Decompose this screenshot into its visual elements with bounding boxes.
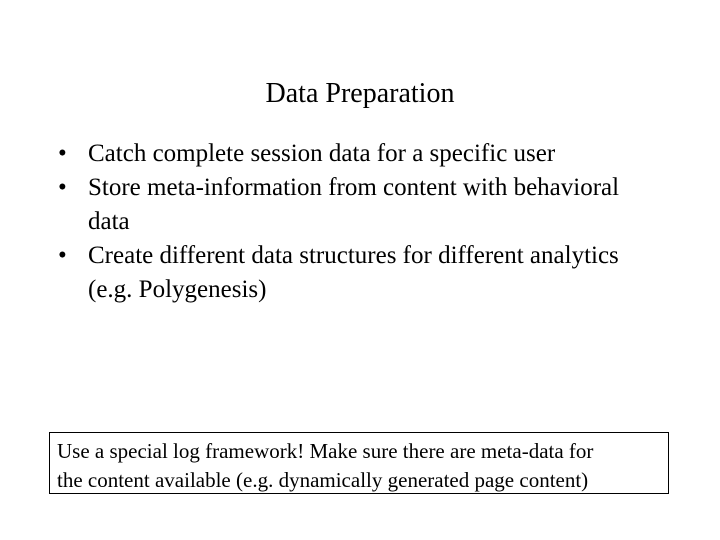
bullet-dot-icon: • [58,242,67,269]
bullet-text: Store meta-information from content with behavioral data [88,174,620,235]
bullet-dot-icon: • [58,140,67,167]
bullet-item [58,171,658,239]
bullet-item [58,137,658,171]
bullet-item [58,239,658,307]
bullet-dot-icon: • [58,174,67,201]
note-line: the content available (e.g. dynamically generated page content) [57,468,589,492]
bullet-list [58,137,658,307]
note-line: Use a special log framework! Make sure there are meta-data for [57,439,594,463]
slide-title: Data Preparation [265,78,455,109]
note-box [49,432,669,494]
bullet-text: Catch complete session data for a specific user [88,140,556,167]
bullet-text: Create different data structures for different analytics (e.g. Polygenesis) [88,242,619,303]
